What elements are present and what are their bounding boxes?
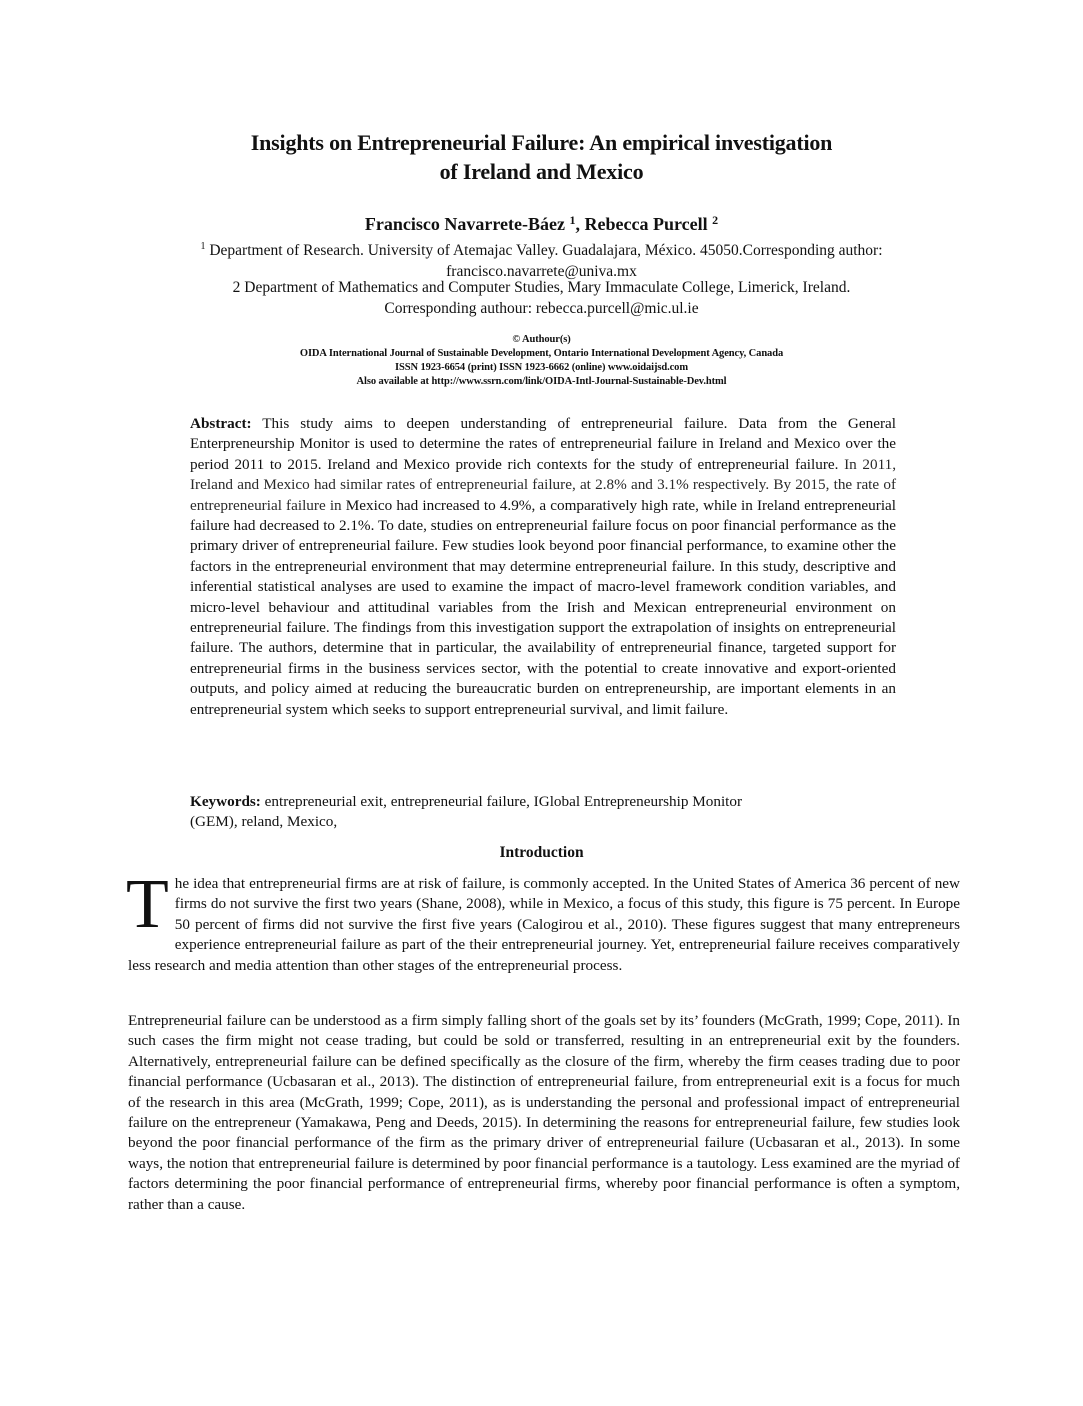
author-affiliation-mark: 1: [569, 213, 576, 227]
keywords-text-continued: (GEM), reland, Mexico,: [190, 813, 338, 831]
drop-cap: T: [126, 866, 169, 943]
abstract-text-part-1: This study aims to deepen understanding of entrepreneurial failure. Data from the General Enterpreneurship Monitor is used to determine the rates of entrepreneurial failure in Ireland and Mexico over the period 2011 to 2015. Ireland and Mexico provide rich contexts for the study of entrepreneurial failure.: [190, 415, 896, 473]
section-heading-introduction: Introduction: [499, 844, 584, 861]
corresponding-author-line: Corresponding authour: rebecca.purcell@mic.ul.ie: [384, 300, 699, 317]
author-affiliation-mark: 2: [712, 213, 719, 227]
journal-availability-link[interactable]: Also available at http://www.ssrn.com/link/OIDA-Intl-Journal-Sustainable-Dev.html: [356, 376, 727, 387]
keywords: [190, 792, 896, 833]
keywords-text: entrepreneurial exit, entrepreneurial failure, IGlobal Entrepreneurship Monitor: [260, 793, 743, 810]
author-separator: ,: [575, 214, 585, 234]
affiliation-text: Department of Research. University of Atemajac Valley. Guadalajara, México. 45050.Corresponding author:: [205, 242, 883, 259]
copyright-notice: © Authour(s): [512, 334, 571, 345]
author-list: [150, 208, 933, 236]
abstract-text-part-3: Mexico had increased to 4.9%, a comparatively high rate, while in Ireland entrepreneurial failure had decreased to 2.1%. To date, studies on entrepreneurial failure focus on poor financial performance as the primary driver of entrepreneurial failure. Few studies look beyond poor financial performance, to examine other the factors in the entrepreneurial environment that may determine entrepreneurial failure. In this study, descriptive and inferential statistical analyses are used to examine the impact of macro-level framework condition variables, and micro-level behaviour and attitudinal variables from the Irish and Mexican entrepreneurial environment on entrepreneurial failure. The findings from this investigation support the extrapolation of insights on entrepreneurial failure. The authors, determine that in particular, the availability of entrepreneurial finance, targeted support for entrepreneurial firms in the business services sector, with the potential to create innovative and export-oriented outputs, and policy aimed at reducing the bureaucratic burden on entrepreneurship, are important elements in an entrepreneurial system which seeks to support entrepreneurial survival, and limit failure.: [190, 496, 896, 718]
journal-info: [150, 333, 933, 389]
affiliation-2: [140, 277, 943, 319]
author-email-link[interactable]: francisco.navarrete@univa.mx: [446, 263, 637, 280]
author-name: Rebecca Purcell: [584, 214, 708, 234]
abstract: [190, 414, 896, 720]
journal-name: OIDA International Journal of Sustainable Development, Ontario International Development Agency, Canada: [299, 348, 784, 359]
title-line-2: of Ireland and Mexico: [439, 159, 644, 184]
affiliation-text: 2 Department of Mathematics and Computer Studies, Mary Immaculate College, Limerick, Ireland.: [232, 279, 851, 296]
author-name: Francisco Navarrete-Báez: [364, 214, 565, 234]
paragraph-text: he idea that entrepreneurial firms are at risk of failure, is commonly accepted. In the United States of America 36 percent of new firms do not survive the first two years (Shane, 2008), while in Mexico, a focus of this study, this figure is 75 percent. In Europe 50 percent of firms did not survive the first five years (Calogirou et al., 2010). These figures suggest that many entrepreneurs experience entrepreneurial failure as part of the their entrepreneurial journey. Yet, entrepreneurial failure receives comparatively less research and media attention than other stages of the entrepreneurial process.: [128, 875, 960, 974]
affiliation-mark: 1: [200, 241, 206, 252]
introduction-paragraph-1: [126, 866, 960, 976]
affiliation-1: [140, 236, 943, 282]
title-line-1: Insights on Entrepreneurial Failure: An empirical investigation: [250, 130, 833, 155]
paper-title: [150, 128, 933, 186]
abstract-text-part-2: In 2011, Ireland and Mexico had similar rates of entrepreneurial failure, at 2.8% and 3.1% respectively. By 2015, the rate of entrepreneurial failure in: [190, 455, 896, 514]
abstract-label: Abstract:: [190, 415, 252, 432]
introduction-paragraph-2: Entrepreneurial failure can be understood as a firm simply falling short of the goals set by its’ founders (McGrath, 1999; Cope, 2011). In such cases the firm might not cease trading, but could be sold or transferred, resulting in an entrepreneurial exit by the founders. Alternatively, entrepreneurial failure can be defined specifically as the closure of the firm, whereby the firm ceases trading due to poor financial performance (Ucbasaran et al., 2013). The distinction of entrepreneurial failure, from entrepreneurial exit is a focus for much of the research in this area (McGrath, 1999; Cope, 2011), as is understanding the personal and professional impact of entrepreneurial failure on the entrepreneur (Yamakawa, Peng and Deeds, 2015). In determining the reasons for entrepreneurial failure, few studies look beyond the poor financial performance of the firm as the primary driver of entrepreneurial failure (Ucbasaran et al., 2013). In some ways, the notion that entrepreneurial failure is determined by poor financial performance is a tautology. Less examined are the myriad of factors determining the poor financial performance of entrepreneurial firms, whereby poor financial performance is often a symptom, rather than a cause.: [128, 1012, 960, 1213]
keywords-label: Keywords:: [190, 793, 261, 810]
journal-issn: ISSN 1923-6654 (print) ISSN 1923-6662 (online) www.oidaijsd.com: [395, 362, 688, 373]
